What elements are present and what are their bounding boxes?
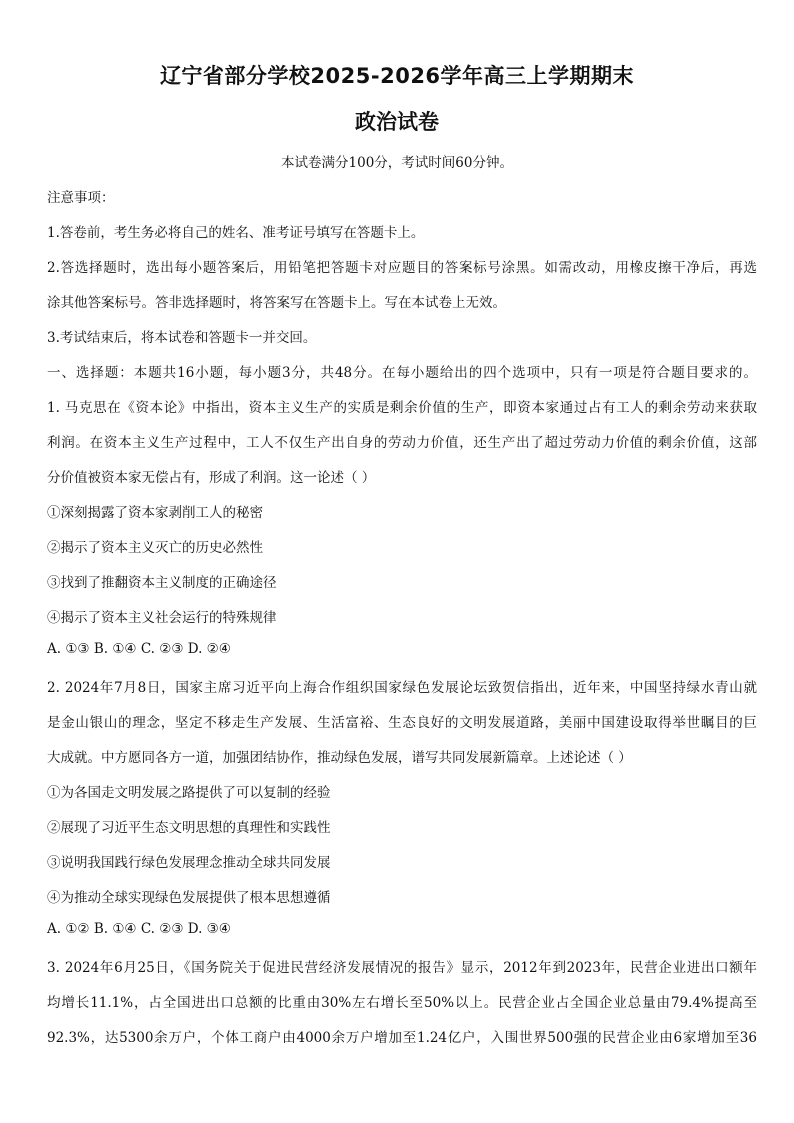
question-3-line-3: 92.3%，达5300余万户，个体工商户由4000余万户增加至1.24亿户，入围世界500强的民营企业由6家增加至36	[47, 1030, 757, 1046]
question-1-line-3: 分价值被资本家无偿占有，形成了利润。这一论述（ ）	[47, 470, 376, 486]
question-2-option-2: ②展现了习近平生态文明思想的真理性和实践性	[47, 820, 331, 836]
notes-heading: 注意事项：	[47, 190, 115, 206]
question-2-answers: A. ①② B. ①④ C. ②③ D. ③④	[47, 921, 231, 937]
question-2-line-2: 是金山银山的理念，坚定不移走生产发展、生活富裕、生态良好的文明发展道路，美丽中国建设取得举世瞩目的巨	[47, 715, 757, 731]
question-1-answers: A. ①③ B. ①④ C. ②③ D. ②④	[47, 641, 231, 657]
note-item-3: 3.考试结束后，将本试卷和答题卡一并交回。	[47, 330, 317, 346]
question-3-line-2: 均增长11.1%，占全国进出口总额的比重由30%左右增长至50%以上。民营企业占全国企业总量由79.4%提高至	[47, 995, 757, 1011]
note-item-2-line-2: 涂其他答案标号。答非选择题时，将答案写在答题卡上。写在本试卷上无效。	[47, 295, 506, 311]
section-heading: 一、选择题：本题共16小题，每小题3分，共48分。在每小题给出的四个选项中，只有一项是符合题目要求的。	[47, 365, 757, 381]
question-1-option-4: ④揭示了资本主义社会运行的特殊规律	[47, 610, 277, 626]
question-1-option-2: ②揭示了资本主义灭亡的历史必然性	[47, 540, 263, 556]
question-1-line-2: 利润。在资本主义生产过程中，工人不仅生产出自身的劳动力价值，还生产出了超过劳动力价值的剩余价值，这部	[47, 435, 757, 451]
exam-info: 本试卷满分100分，考试时间60分钟。	[281, 155, 513, 171]
note-item-2-line-1: 2.答选择题时，选出每小题答案后，用铅笔把答题卡对应题目的答案标号涂黑。如需改动，用橡皮擦干净后，再选	[47, 260, 757, 276]
question-1-line-1: 1. 马克思在《资本论》中指出，资本主义生产的实质是剩余价值的生产，即资本家通过占有工人的剩余劳动来获取	[47, 400, 757, 416]
question-2-option-1: ①为各国走文明发展之路提供了可以复制的经验	[47, 785, 331, 801]
question-3-line-1: 3. 2024年6月25日，《国务院关于促进民营经济发展情况的报告》显示，2012年到2023年，民营企业进出口额年	[47, 960, 757, 976]
question-1-option-1: ①深刻揭露了资本家剥削工人的秘密	[47, 505, 263, 521]
exam-subject: 政治试卷	[355, 110, 439, 134]
question-2-option-3: ③说明我国践行绿色发展理念推动全球共同发展	[47, 855, 331, 871]
question-2-line-3: 大成就。中方愿同各方一道，加强团结协作，推动绿色发展，谱写共同发展新篇章。上述论述（ ）	[47, 750, 632, 766]
exam-title: 辽宁省部分学校2025-2026学年高三上学期期末	[159, 64, 635, 88]
question-2-option-4: ④为推动全球实现绿色发展提供了根本思想遵循	[47, 890, 331, 906]
question-2-line-1: 2. 2024年7月8日，国家主席习近平向上海合作组织国家绿色发展论坛致贺信指出，近年来，中国坚持绿水青山就	[47, 680, 757, 696]
question-1-option-3: ③找到了推翻资本主义制度的正确途径	[47, 575, 277, 591]
note-item-1: 1.答卷前，考生务必将自己的姓名、准考证号填写在答题卡上。	[47, 225, 425, 241]
